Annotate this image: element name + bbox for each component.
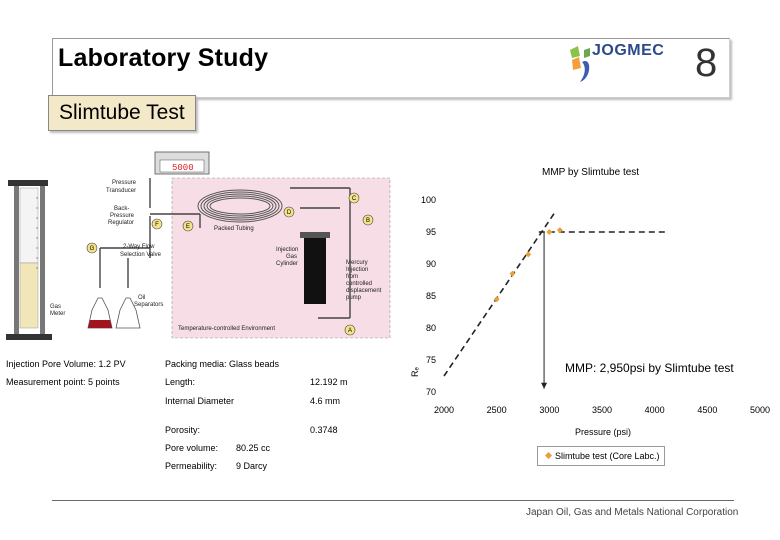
section-subtitle: Slimtube Test — [48, 95, 196, 131]
chart-title: MMP by Slimtube test — [542, 167, 640, 178]
svg-text:A: A — [347, 328, 353, 334]
svg-text:Back-: Back- — [114, 206, 130, 212]
svg-text:C: C — [351, 196, 357, 202]
svg-text:controlled: controlled — [346, 281, 373, 287]
svg-text:Meter: Meter — [50, 311, 66, 317]
slimtube-apparatus-diagram — [0, 148, 400, 348]
svg-text:pump: pump — [346, 295, 362, 301]
page-title: Laboratory Study — [58, 44, 269, 72]
svg-text:B: B — [365, 218, 371, 224]
x-tick-label: 2500 — [486, 405, 507, 415]
x-tick-label: 4000 — [644, 405, 665, 415]
y-tick-label: 75 — [425, 355, 436, 365]
diameter-value: 4.6 mm — [310, 396, 341, 406]
svg-text:Mercury: Mercury — [346, 260, 368, 266]
y-tick-label: 100 — [420, 195, 436, 205]
data-point — [546, 229, 552, 235]
svg-text:Packed Tubing: Packed Tubing — [214, 226, 254, 232]
svg-text:Transducer: Transducer — [106, 188, 137, 194]
y-tick-label: 70 — [425, 387, 436, 397]
svg-text:2-Way Flow: 2-Way Flow — [123, 244, 155, 250]
permeability-value: 9 Darcy — [236, 461, 268, 471]
x-tick-label: 2000 — [433, 405, 455, 415]
x-tick-label: 3500 — [591, 405, 613, 415]
trend-line — [444, 213, 555, 376]
svg-text:Injection: Injection — [276, 247, 299, 253]
legend-label: Slimtube test (Core Labc.) — [555, 451, 660, 461]
gauge-reading: 5000 — [172, 163, 194, 173]
mmp-arrow-icon — [541, 383, 547, 389]
page-number: 8 — [695, 41, 718, 85]
svg-text:E: E — [185, 224, 191, 230]
footer-divider — [52, 500, 734, 501]
y-tick-label: 85 — [425, 291, 436, 301]
y-tick-label: 90 — [425, 259, 436, 269]
y-tick-label: 95 — [425, 227, 436, 237]
svg-text:Selection Valve: Selection Valve — [120, 252, 161, 258]
pore-volume-value: 80.25 cc — [236, 443, 271, 453]
svg-text:D: D — [286, 210, 292, 216]
x-tick-label: 4500 — [697, 405, 718, 415]
permeability-label: Permeability: — [165, 461, 218, 471]
diameter-label: Internal Diameter — [165, 396, 235, 406]
svg-text:Separators: Separators — [134, 302, 164, 308]
svg-text:Injection: Injection — [346, 267, 369, 273]
y-tick-label: 80 — [425, 323, 436, 333]
svg-text:Pressure: Pressure — [110, 213, 135, 219]
chart-ylabel: Rₑ — [410, 367, 420, 377]
data-point — [525, 251, 531, 257]
footer-text: Japan Oil, Gas and Metals National Corporation — [526, 507, 739, 518]
svg-text:Oil: Oil — [138, 295, 146, 301]
measurement-points: Measurement point: 5 points — [6, 377, 120, 387]
chart-xlabel: Pressure (psi) — [575, 427, 632, 437]
svg-text:F: F — [155, 222, 159, 228]
pore-volume-label: Pore volume: — [165, 443, 219, 453]
svg-text:Gas: Gas — [50, 304, 62, 310]
mmp-chart — [400, 155, 775, 485]
svg-text:from: from — [346, 274, 358, 280]
porosity-value: 0.3748 — [310, 425, 338, 435]
length-value: 12.192 m — [310, 377, 348, 387]
length-label: Length: — [165, 377, 196, 387]
chart-legend — [537, 446, 665, 466]
svg-text:Cylinder: Cylinder — [276, 261, 299, 267]
data-point — [509, 271, 515, 277]
legend-marker-icon — [545, 452, 552, 459]
logo-text: JOGMEC — [592, 42, 665, 59]
injection-pore-volume: Injection Pore Volume: 1.2 PV — [6, 359, 126, 369]
svg-text:Temperature-controlled Environ: Temperature-controlled Environment — [178, 326, 276, 332]
svg-text:Gas: Gas — [286, 254, 298, 260]
porosity-label: Porosity: — [165, 425, 201, 435]
svg-text:Pressure: Pressure — [112, 180, 137, 186]
packing-media: Packing media: Glass beads — [165, 359, 280, 369]
svg-text:displacement: displacement — [346, 288, 382, 294]
chart-annotation: MMP: 2,950psi by Slimtube test — [565, 361, 734, 375]
svg-text:Regulator: Regulator — [108, 220, 135, 226]
x-tick-label: 3000 — [539, 405, 560, 415]
x-tick-label: 5000 — [749, 405, 771, 415]
svg-text:G: G — [89, 246, 95, 252]
